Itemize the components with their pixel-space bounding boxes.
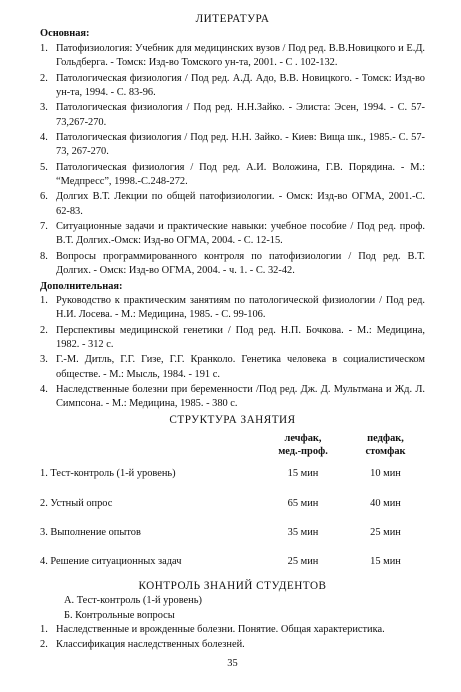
- row-value-pedfak: 15 мин: [370, 556, 401, 568]
- control-title: КОНТРОЛЬ ЗНАНИЙ СТУДЕНТОВ: [138, 579, 327, 592]
- item-text: Классификация наследственных болезней.: [56, 639, 245, 651]
- item-number: 3.: [40, 102, 48, 114]
- item-text: Наследственные болезни при беременности /Под ред. Дж. Д. Мультмана и Жд. Л. Симпсона. - М.: Медицина, 1985. - 380 с.: [56, 384, 425, 410]
- column-header: [40, 432, 260, 467]
- row-value-lechfak: 35 мин: [287, 526, 319, 538]
- table-header-row: [40, 432, 425, 467]
- list-item: [40, 161, 425, 190]
- list-item: [40, 101, 425, 130]
- item-number: 3.: [40, 354, 48, 366]
- item-text: Перспективы медицинской генетики / Под ред. Н.П. Бочкова. - М.: Медицина, 1982. - 312 с.: [56, 324, 425, 350]
- list-item: [40, 72, 425, 101]
- row-value-lechfak: 65 мин: [287, 497, 319, 509]
- item-text: Патологическая физиология / Под ред. А.Д. Адо, В.В. Новицкого. - Томск: Изд-во ун-та, 1994. - С. 83-96.: [56, 72, 425, 98]
- item-number: 8.: [40, 250, 48, 262]
- row-value-lechfak: 15 мин: [287, 468, 319, 480]
- table-row: [40, 526, 425, 555]
- list-item: [40, 190, 425, 219]
- control-part-b: Б. Контрольные вопросы: [64, 609, 175, 621]
- column-header: лечфак, мед.-проф.: [278, 433, 328, 458]
- list-item: [40, 353, 425, 382]
- item-number: 4.: [40, 131, 48, 143]
- additional-literature-label: Дополнительная:: [40, 280, 123, 292]
- item-number: 6.: [40, 191, 48, 203]
- main-literature-label: Основная:: [40, 28, 90, 40]
- item-number: 5.: [40, 161, 48, 173]
- list-item: [40, 131, 425, 160]
- main-literature-list: [40, 42, 425, 279]
- literature-title: ЛИТЕРАТУРА: [195, 13, 270, 25]
- item-text: Патофизиология: Учебник для медицинских вузов / Под ред. В.В.Новицкого и Е.Д. Гольдберга. - Томск: Изд-во Томского ун-та, 2001. - С . 102-132.: [56, 42, 425, 69]
- row-value-pedfak: 10 мин: [370, 468, 401, 480]
- row-label: 1. Тест-контроль (1-й уровень): [40, 468, 176, 480]
- item-number: 1.: [40, 42, 48, 54]
- item-number: 7.: [40, 221, 48, 233]
- item-text: Г.-М. Дитль, Г.Г. Гизе, Г.Г. Кранколо. Генетика человека в социалистическом обществе. - М.: Мысль, 1984. - 191 с.: [56, 354, 425, 380]
- control-questions-list: [40, 623, 425, 653]
- row-value-pedfak: 40 мин: [370, 497, 401, 509]
- item-text: Ситуационные задачи и практические навыки: учебное пособие / Под ред. проф. В.Т. Долгих.-Омск: Изд-во ОГМА, 2004. - С. 12-15.: [56, 221, 425, 247]
- item-number: 1.: [40, 623, 48, 635]
- item-text: Наследственные и врожденные болезни. Понятие. Общая характеристика.: [56, 623, 385, 635]
- additional-literature-list: [40, 294, 425, 412]
- list-item: [40, 623, 425, 637]
- row-value-lechfak: 25 мин: [287, 556, 319, 568]
- table-row: [40, 497, 425, 526]
- item-number: 2.: [40, 639, 48, 651]
- item-text: Руководство к практическим занятиям по патологической физиологии / Под ред. Н.И. Лосева. - М.: Медицина, 1985. - С. 99-106.: [56, 294, 425, 321]
- row-label: 2. Устный опрос: [40, 497, 113, 509]
- document-page: [40, 12, 425, 681]
- item-number: 1.: [40, 294, 48, 306]
- item-text: Вопросы программированного контроля по патофизиологии / Под ред. В.Т. Долгих. - Омск: Изд-во ОГМА, 2004. - ч. 1. - С. 32-42.: [56, 250, 425, 277]
- page-number: 35: [227, 657, 238, 669]
- list-item: [40, 383, 425, 412]
- list-item: [40, 638, 425, 652]
- list-item: [40, 294, 425, 323]
- item-number: 2.: [40, 324, 48, 336]
- list-item: [40, 220, 425, 249]
- item-text: Патологическая физиология / Под ред. А.И. Воложина, Г.В. Порядина. - М.: “Медпресс”, 1998.-С.248-272.: [56, 161, 425, 188]
- column-header: педфак, стомфак: [365, 433, 406, 458]
- item-number: 2.: [40, 72, 48, 84]
- list-item: [40, 42, 425, 71]
- row-label: 3. Выполнение опытов: [40, 526, 141, 538]
- structure-table: [40, 432, 425, 584]
- row-label: 4. Решение ситуационных задач: [40, 556, 182, 568]
- item-text: Долгих В.Т. Лекции по общей патофизиологии. - Омск: Изд-во ОГМА, 2001.-С. 62-83.: [56, 191, 425, 217]
- list-item: [40, 250, 425, 279]
- structure-title: СТРУКТУРА ЗАНЯТИЯ: [169, 413, 296, 426]
- item-text: Патологическая физиология / Под ред. Н.Н.Зайко. - Элиста: Эсен, 1994. - С. 57-73,267-270.: [56, 102, 425, 128]
- row-value-pedfak: 25 мин: [370, 526, 401, 538]
- list-item: [40, 324, 425, 353]
- item-number: 4.: [40, 384, 48, 396]
- item-text: Патологическая физиология / Под ред. Н.Н. Зайко. - Киев: Вища шк., 1985.- С. 57-73, 267-270.: [56, 131, 425, 158]
- control-part-a: А. Тест-контроль (1-й уровень): [64, 595, 202, 607]
- table-row: [40, 467, 425, 496]
